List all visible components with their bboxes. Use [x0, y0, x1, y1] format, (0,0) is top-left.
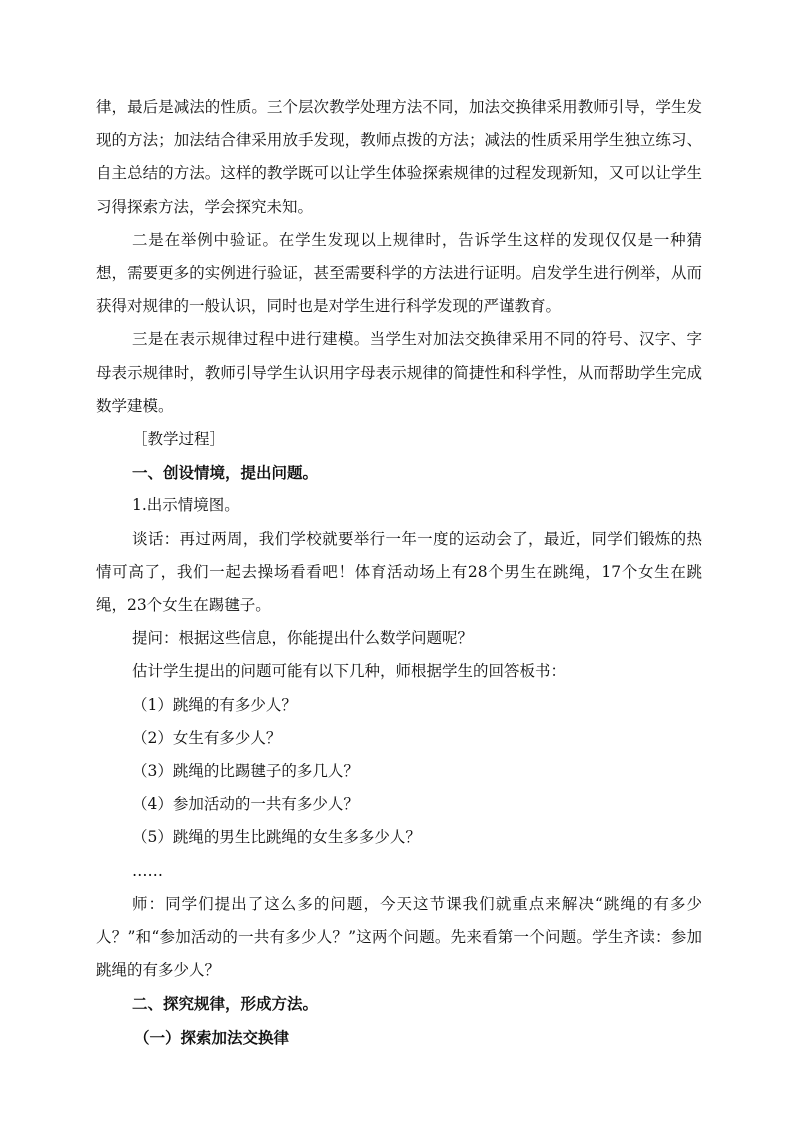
list-item: （1）跳绳的有多少人？ [132, 695, 297, 714]
document-page [96, 91, 702, 1054]
paragraph-teacher: 师：同学们提出了这么多的问题，今天这节课我们就重点来解决“跳绳的有多少人？”和“参加活动的一共有多少人？”这两个问题。先来看第一个问题。学生齐读：参加跳绳的有多少人？ [96, 894, 702, 980]
list-item: （5）跳绳的男生比跳绳的女生多多少人？ [132, 828, 421, 847]
paragraph-modeling: 三是在表示规律过程中进行建模。当学生对加法交换律采用不同的符号、汉字、字母表示规律时，教师引导学生认识用字母表示规律的简捷性和科学性，从而帮助学生完成数学建模。 [96, 330, 702, 415]
ellipsis: …… [132, 861, 163, 880]
paragraph-talk: 谈话：再过两周，我们学校就要举行一年一度的运动会了，最近，同学们锻炼的热情可高了，我们一起去操场看看吧！体育活动场上有28个男生在跳绳，17个女生在跳绳，23个女生在踢毽子。 [96, 529, 702, 615]
paragraph-question: 提问：根据这些信息，你能提出什么数学问题呢？ [132, 629, 474, 648]
heading-explore-rules: 二、探究规律，形成方法。 [132, 994, 319, 1014]
subheading-commutative-law: （一）探索加法交换律 [134, 1027, 290, 1047]
heading-create-situation: 一、创设情境，提出问题。 [132, 463, 319, 483]
list-item: （2）女生有多少人？ [132, 728, 282, 747]
list-item: （4）参加活动的一共有多少人？ [132, 795, 359, 814]
paragraph-teaching-levels: 律，最后是减法的性质。三个层次教学处理方法不同，加法交换律采用教师引导，学生发现的方法；加法结合律采用放手发现，教师点拨的方法；减法的性质采用学生独立练习、自主总结的方法。这样的教学既可以让学生体验探索规律的过程发现新知，又可以让学生习得探索方法，学会探究未知。 [96, 98, 702, 216]
paragraph-estimate: 估计学生提出的问题可能有以下几种，师根据学生的回答板书： [132, 662, 567, 681]
step-show-picture: 1.出示情境图。 [132, 496, 240, 515]
section-label-teaching-process: ［教学过程］ [132, 430, 226, 449]
list-item: （3）跳绳的比踢毽子的多几人？ [132, 762, 359, 781]
paragraph-verify-examples: 二是在举例中验证。在学生发现以上规律时，告诉学生这样的发现仅仅是一种猜想，需要更多的实例进行验证，甚至需要科学的方法进行证明。启发学生进行例举，从而获得对规律的一般认识，同时也是对学生进行科学发现的严谨教育。 [96, 230, 702, 316]
